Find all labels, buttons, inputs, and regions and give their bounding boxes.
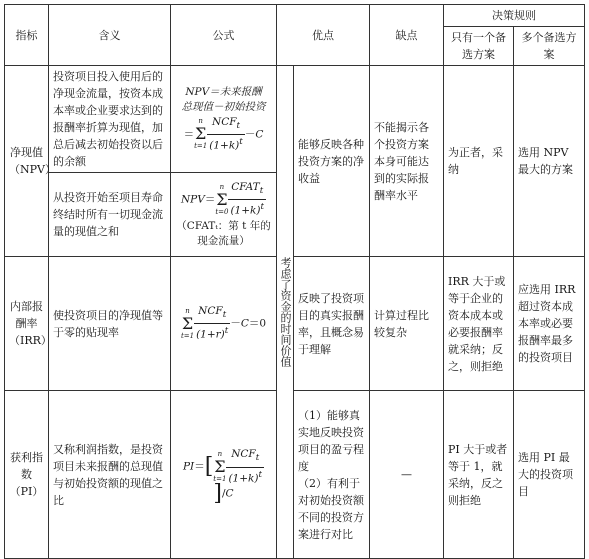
pi-name: 获利指数 <box>10 451 43 481</box>
sigma-symbol: n Σ t=1 <box>180 306 195 340</box>
pi-advantage-1: （1）能够真实地反映投资项目的盈亏程度 <box>298 408 364 473</box>
npv-disadvantage: 不能揭示各个投资方案本身可能达到的实际报酬率水平 <box>370 66 444 257</box>
decision-criteria-table <box>4 4 585 559</box>
pi-abbr: （PI） <box>9 485 44 498</box>
header-advantage: 优点 <box>277 5 370 66</box>
npv-formula-1-line1: NPV＝未来报酬 <box>185 85 262 98</box>
irr-single-rule: IRR 大于或等于企业的资本成本或必要报酬率就采纳；反之，则拒绝 <box>444 257 514 391</box>
header-multi-option: 多个备选方案 <box>514 27 585 66</box>
npv-indicator-cell <box>5 66 56 257</box>
time-value-cell <box>277 66 294 559</box>
time-value-note: 考虑了资金的时间价值 <box>279 257 292 367</box>
npv-formula-1-expression: ＝ n Σ t=1 $\frac{NCF_t}{(1+k)^t}$ －C <box>183 115 264 152</box>
npv-formula-2-note: （CFATₜ：第 t 年的现金流量） <box>176 219 271 247</box>
sigma-symbol: n Σ t=1 <box>213 449 227 483</box>
irr-disadvantage: 计算过程比较复杂 <box>370 257 444 391</box>
irr-formula: n Σ t=1 $\frac{NCF_t}{(1+r)^t}$ －C＝0 <box>171 257 277 391</box>
npv-name: 净现值 <box>10 146 43 159</box>
npv-single-rule: 为正者，采纳 <box>444 66 514 257</box>
npv-multi-rule: 选用 NPV 最大的方案 <box>514 66 585 257</box>
pi-indicator-cell <box>5 391 49 559</box>
npv-formula-2 <box>171 173 277 257</box>
pi-multi-rule: 选用 PI 最大的投资项目 <box>514 391 585 559</box>
fraction: $\frac{NCF_t}{(1+k)^t}$ <box>209 115 243 152</box>
irr-meaning: 使投资项目的净现值等于零的贴现率 <box>49 257 171 391</box>
pi-formula: PI＝[ n Σ t=1 $\frac{NCF_t}{(1+k)^t}$ ]/C <box>171 391 277 559</box>
npv-advantage: 能够反映各种投资方案的净收益 <box>294 66 370 257</box>
sigma-symbol: n Σ t=0 <box>215 182 229 216</box>
header-decision-rule: 决策规则 <box>444 5 585 27</box>
npv-formula-1 <box>171 66 277 173</box>
irr-name: 内部报酬率 <box>10 300 43 330</box>
pi-single-rule: PI 大于或者等于 1，就采纳，反之则拒绝 <box>444 391 514 559</box>
fraction: $\frac{CFAT_t}{(1+k)^t}$ <box>230 181 265 217</box>
pi-disadvantage: — <box>370 391 444 559</box>
header-disadvantage: 缺点 <box>370 5 444 66</box>
sigma-symbol: n Σ t=1 <box>194 117 208 150</box>
pi-advantage <box>294 391 370 559</box>
npv-abbr: （NPV） <box>9 163 56 176</box>
irr-advantage: 反映了投资项目的真实报酬率，且概念易于理解 <box>294 257 370 391</box>
header-indicator: 指标 <box>5 5 49 66</box>
pi-advantage-2: （2）有利于对初始投资额不同的投资方案进行对比 <box>298 476 364 541</box>
header-formula: 公式 <box>171 5 277 66</box>
pi-meaning: 又称利润指数，是投资项目未来报酬的总现值与初始投资额的现值之比 <box>49 391 171 559</box>
fraction: $\frac{NCF_t}{(1+r)^t}$ <box>196 305 229 341</box>
npv-meaning-2: 从投资开始至项目寿命终结时所有一切现金流量的现值之和 <box>49 173 171 257</box>
header-single-option: 只有一个备选方案 <box>444 27 514 66</box>
header-meaning: 含义 <box>49 5 171 66</box>
npv-meaning-1: 投资项目投入使用后的净现金流量，按资本成本率或企业要求达到的报酬率折算为现值，加总后减去初始投资以后的余额 <box>49 66 171 173</box>
irr-multi-rule: 应选用 IRR 超过资本成本率或必要报酬率最多的投资项目 <box>514 257 585 391</box>
fraction: $\frac{NCF_t}{(1+k)^t}$ <box>228 448 263 485</box>
irr-abbr: （IRR） <box>9 334 52 347</box>
npv-formula-2-expression: NPV＝ n Σ t=0 $\frac{CFAT_t}{(1+k)^t}$ <box>180 181 265 217</box>
npv-formula-1-line2: 总现值－初始投资 <box>181 100 266 113</box>
irr-indicator-cell <box>5 257 52 391</box>
